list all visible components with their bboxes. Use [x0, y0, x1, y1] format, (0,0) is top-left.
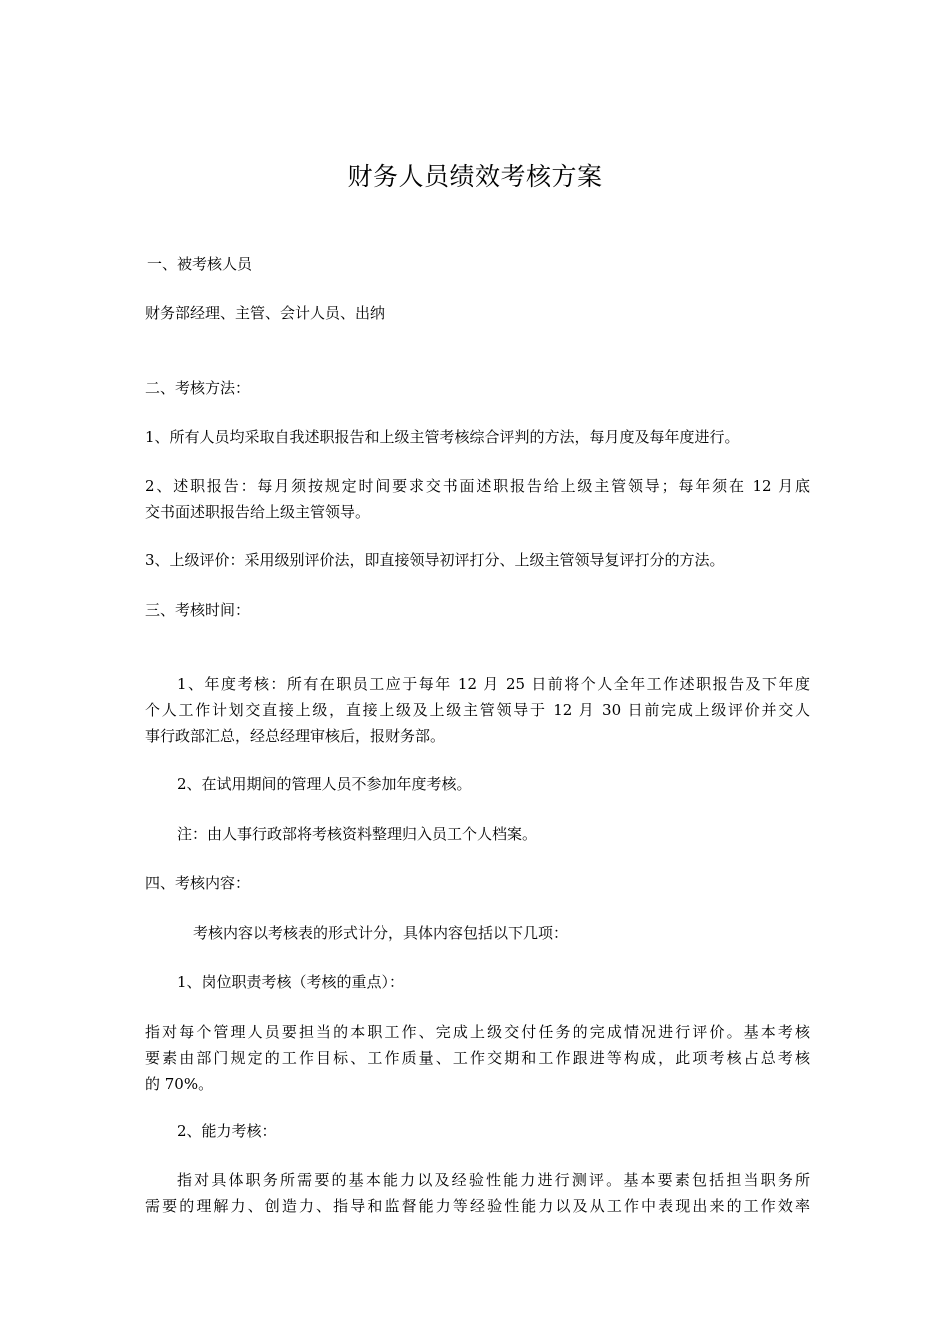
section4-item2-body: [145, 1167, 810, 1219]
section4-item2-heading: 2、能力考核：: [177, 1122, 277, 1140]
section1-heading: 一、被考核人员: [147, 255, 253, 273]
section4-heading: 四、考核内容：: [145, 874, 251, 892]
section2-item2-line2: 交书面述职报告给上级主管领导。: [145, 503, 371, 521]
section2-heading: 二、考核方法：: [145, 379, 251, 397]
section3-heading: 三、考核时间：: [145, 601, 251, 619]
section4-item2-line2: 需要的理解力、创造力、指导和监督能力等经验性能力以及从工作中表现出来的工作效率: [145, 1197, 810, 1215]
section2-item1: 1、所有人员均采取自我述职报告和上级主管考核综合评判的方法，每月度及每年度进行。: [145, 428, 740, 446]
section3-item2: 2、在试用期间的管理人员不参加年度考核。: [177, 775, 472, 793]
section2-item2: [145, 473, 810, 525]
section2-item2-line1: 2、述职报告：每月须按规定时间要求交书面述职报告给上级主管领导；每年须在 12 月底: [145, 477, 810, 495]
section3-item1-line1: 1、年度考核：所有在职员工应于每年 12 月 25 日前将个人全年工作述职报告及下年度: [177, 675, 810, 693]
section2-item3: 3、上级评价：采用级别评价法，即直接领导初评打分、上级主管领导复评打分的方法。: [145, 551, 725, 569]
section3-note: 注：由人事行政部将考核资料整理归入员工个人档案。: [177, 825, 538, 843]
section4-item1-line2: 要素由部门规定的工作目标、工作质量、工作交期和工作跟进等构成，此项考核占总考核: [145, 1049, 810, 1067]
section4-item1-line1: 指对每个管理人员要担当的本职工作、完成上级交付任务的完成情况进行评价。基本考核: [145, 1023, 810, 1041]
section4-intro: 考核内容以考核表的形式计分，具体内容包括以下几项：: [193, 924, 569, 942]
section3-item1: [145, 671, 810, 749]
section4-item2-line1: 指对具体职务所需要的基本能力以及经验性能力进行测评。基本要素包括担当职务所: [177, 1171, 810, 1189]
document-title: 财务人员绩效考核方案: [347, 162, 603, 191]
section3-item1-line2: 个人工作计划交直接上级，直接上级及上级主管领导于 12 月 30 日前完成上级评价并交人: [145, 701, 810, 719]
section3-item1-line3: 事行政部汇总，经总经理审核后，报财务部。: [145, 727, 446, 745]
section4-item1-body: [145, 1019, 810, 1097]
section4-item1-line3: 的 70%。: [145, 1075, 214, 1093]
section4-item1-heading: 1、岗位职责考核（考核的重点）：: [177, 973, 405, 991]
section1-body: 财务部经理、主管、会计人员、出纳: [145, 304, 386, 322]
